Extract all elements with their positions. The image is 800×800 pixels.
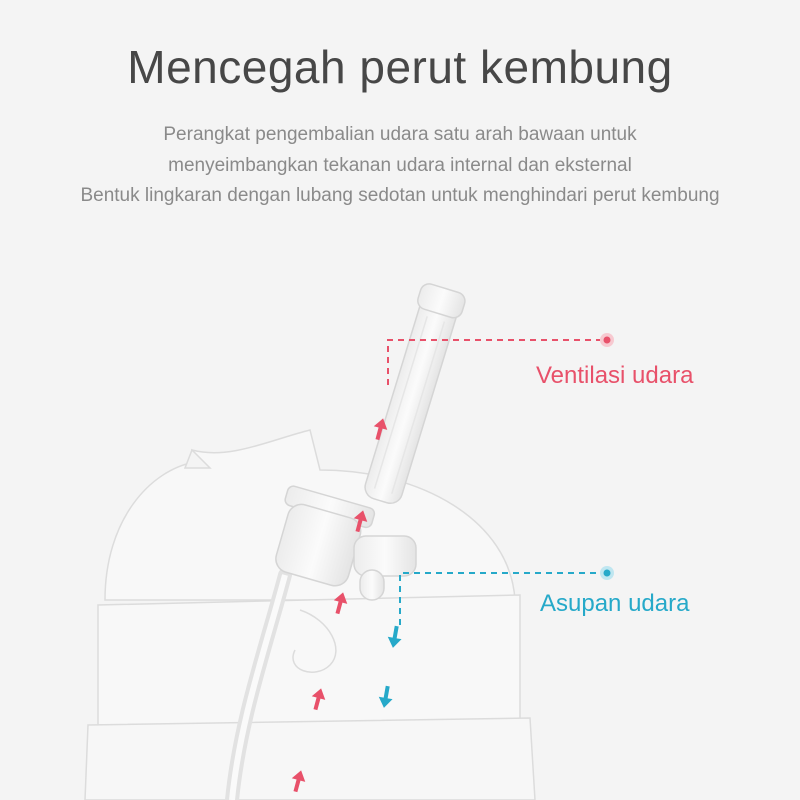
subtitle-line-3: Bentuk lingkaran dengan lubang sedotan untuk menghindari perut kembung [80,185,720,206]
vent-label: Ventilasi udara [536,362,694,389]
page-title: Mencegah perut kembung [127,41,673,93]
mouthpiece [358,282,467,508]
intake-label: Asupan udara [540,590,690,617]
subtitle-line-2: menyeimbangkan tekanan udara internal dan eksternal [168,155,632,176]
subtitle-line-1: Perangkat pengembalian udara satu arah bawaan untuk [163,124,637,145]
cup-body [85,718,535,800]
